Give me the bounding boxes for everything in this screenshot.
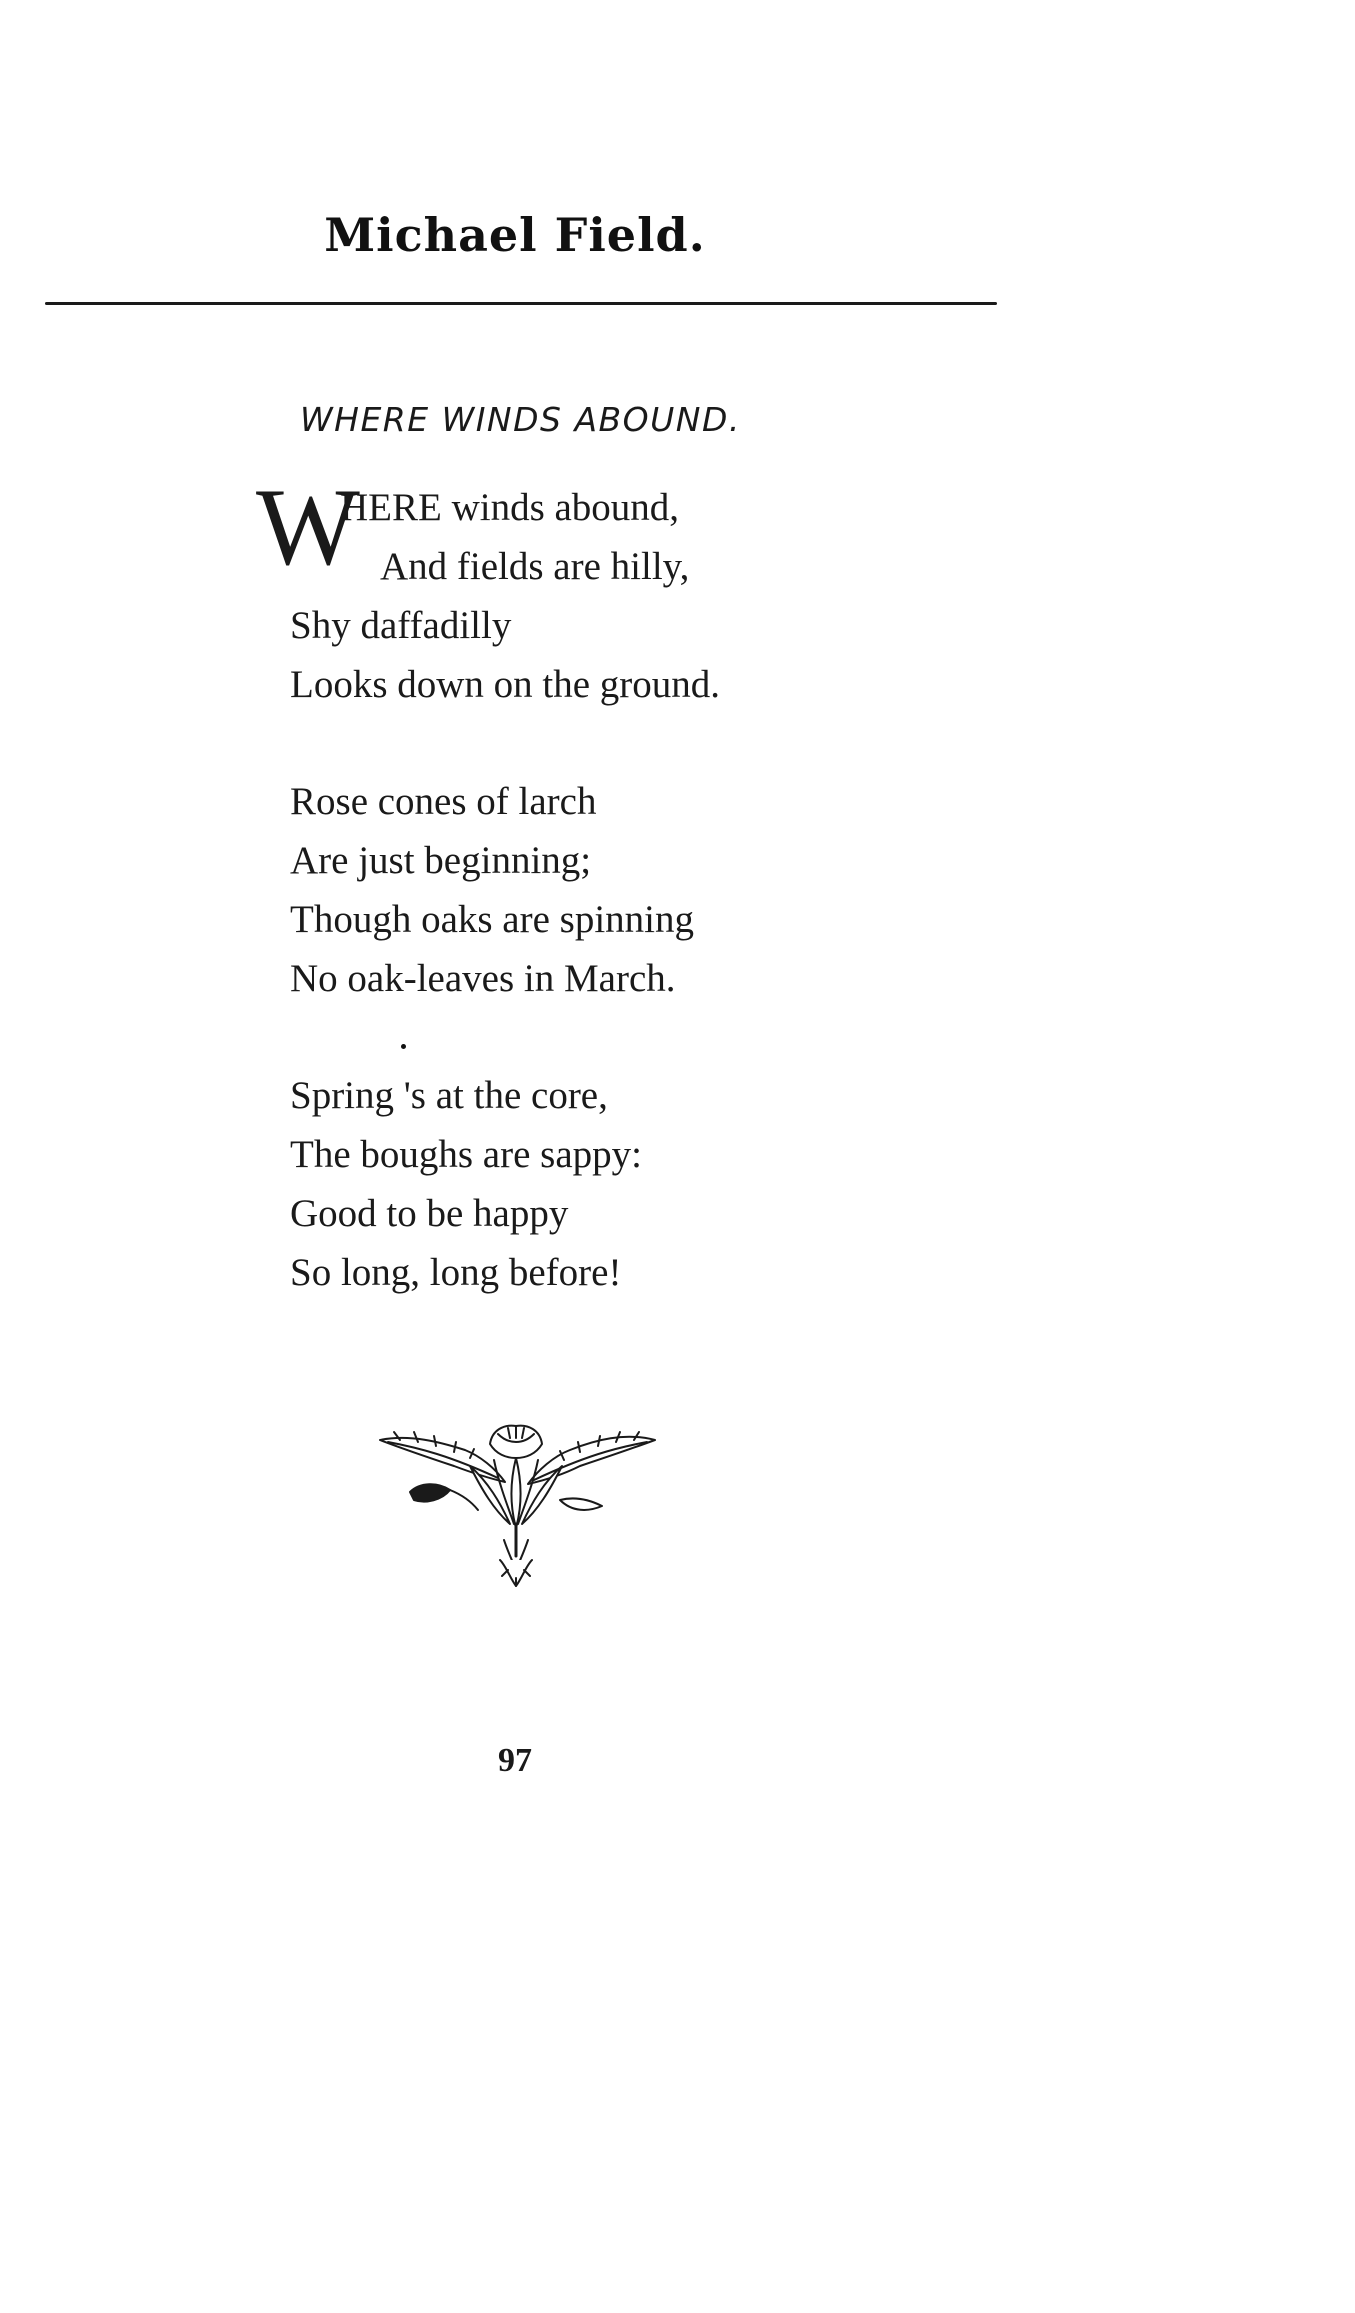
poem-line: Are just beginning; (290, 839, 592, 882)
ink-speck (401, 1044, 406, 1049)
poem-line: Looks down on the ground. (290, 663, 721, 706)
poem-line: And fields are hilly, (380, 545, 690, 588)
poem-line: Shy daffadilly (290, 604, 512, 647)
running-head: Michael Field. (324, 208, 706, 262)
poem-line: So long, long before! (290, 1251, 622, 1294)
stanza-3 (290, 1066, 990, 1302)
stanza-1 (256, 466, 990, 714)
poem-line-text: HERE winds abound, (340, 486, 680, 529)
poem-line: Though oaks are spinning (290, 898, 695, 941)
poem-line: Spring 's at the core, (290, 1074, 608, 1117)
page-number: 97 (498, 1742, 532, 1779)
drop-cap: W (256, 466, 360, 588)
poem-title: WHERE WINDS ABOUND. (300, 400, 741, 439)
poem-line: The boughs are sappy: (290, 1133, 642, 1176)
daffodil-tailpiece-icon (370, 1420, 660, 1590)
poem-line: Rose cones of larch (290, 780, 597, 823)
header-rule (45, 302, 997, 305)
poem-line: Good to be happy (290, 1192, 569, 1235)
stanza-2 (290, 772, 990, 1008)
poem-body (256, 466, 990, 1360)
poem-line: No oak-leaves in March. (290, 957, 676, 1000)
